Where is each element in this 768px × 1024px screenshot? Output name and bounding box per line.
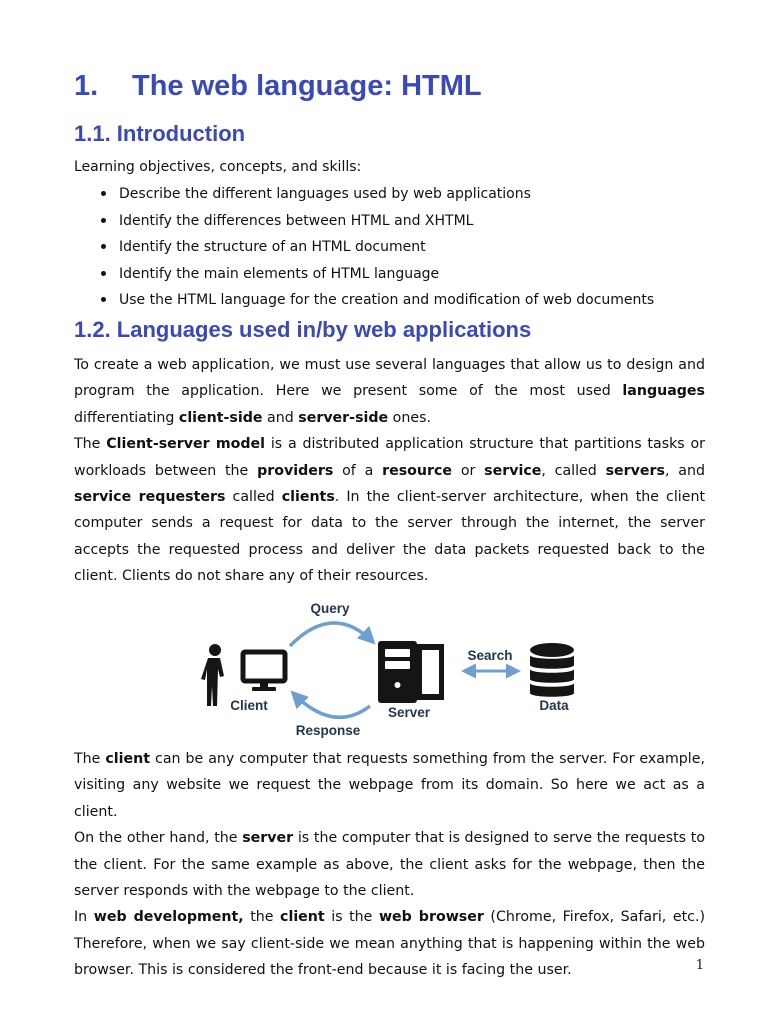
section-heading-introduction: 1.1. Introduction <box>74 121 246 146</box>
paragraph-languages: To create a web application, we must use several languages that allow us to design and program the application. Here we present some of the most used languages differentiating client-side and server-side ones. <box>74 357 705 426</box>
section-heading-languages: 1.2. Languages used in/by web applications <box>74 317 532 342</box>
list-item: Identify the differences between HTML and XHTML <box>74 208 654 235</box>
data-label: Data <box>539 698 569 713</box>
paragraph-server: On the other hand, the server is the computer that is designed to serve the requests to the client. For the same example as above, the client asks for the webpage, then the server responds with the webpage to the client. <box>74 830 706 900</box>
database-icon <box>530 643 574 697</box>
paragraph-client: The client can be any computer that requests something from the server. For example, visiting any website we request the webpage from its domain. So here we act as a client. <box>74 751 705 820</box>
page-number: 1 <box>695 958 704 973</box>
client-server-diagram <box>198 594 588 744</box>
query-arrow <box>290 623 373 646</box>
response-arrow <box>293 693 370 717</box>
languages-text <box>74 352 705 590</box>
client-server-diagram-svg <box>198 594 588 744</box>
chapter-number: 1. <box>74 70 99 102</box>
chapter-heading <box>74 70 482 103</box>
list-item: Identify the structure of an HTML document <box>74 234 654 261</box>
server-label: Server <box>387 705 431 720</box>
list-item: Identify the main elements of HTML language <box>74 261 654 288</box>
list-item: Describe the different languages used by web applications <box>74 181 654 208</box>
client-label: Client <box>230 698 268 713</box>
search-label: Search <box>467 648 513 663</box>
response-label: Response <box>295 723 361 738</box>
paragraph-web-development: In web development, the client is the web browser (Chrome, Firefox, Safari, etc.) Therefore, when we say client-side we mean anything that is happening within the web browser. This is considered the front-end because it is facing the user. <box>74 909 705 979</box>
person-icon <box>201 644 224 706</box>
list-item: Use the HTML language for the creation and modification of web documents <box>74 287 654 314</box>
objectives-list <box>74 181 654 314</box>
chapter-title: The web language: HTML <box>132 70 482 102</box>
monitor-icon <box>243 652 285 691</box>
client-server-text <box>74 746 705 984</box>
server-icon <box>378 641 444 703</box>
paragraph-client-server-model: The Client-server model is a distributed application structure that partitions tasks or workloads between the providers of a resource or service, called servers, and service requesters called clients. In the client-server architecture, when the client computer sends a request for data to the server through the internet, the server accepts the requested process and deliver the data packets requested back to the client. Clients do not share any of their resources. <box>74 436 706 585</box>
objectives-lead: Learning objectives, concepts, and skills: <box>74 159 362 175</box>
query-label: Query <box>310 601 350 616</box>
